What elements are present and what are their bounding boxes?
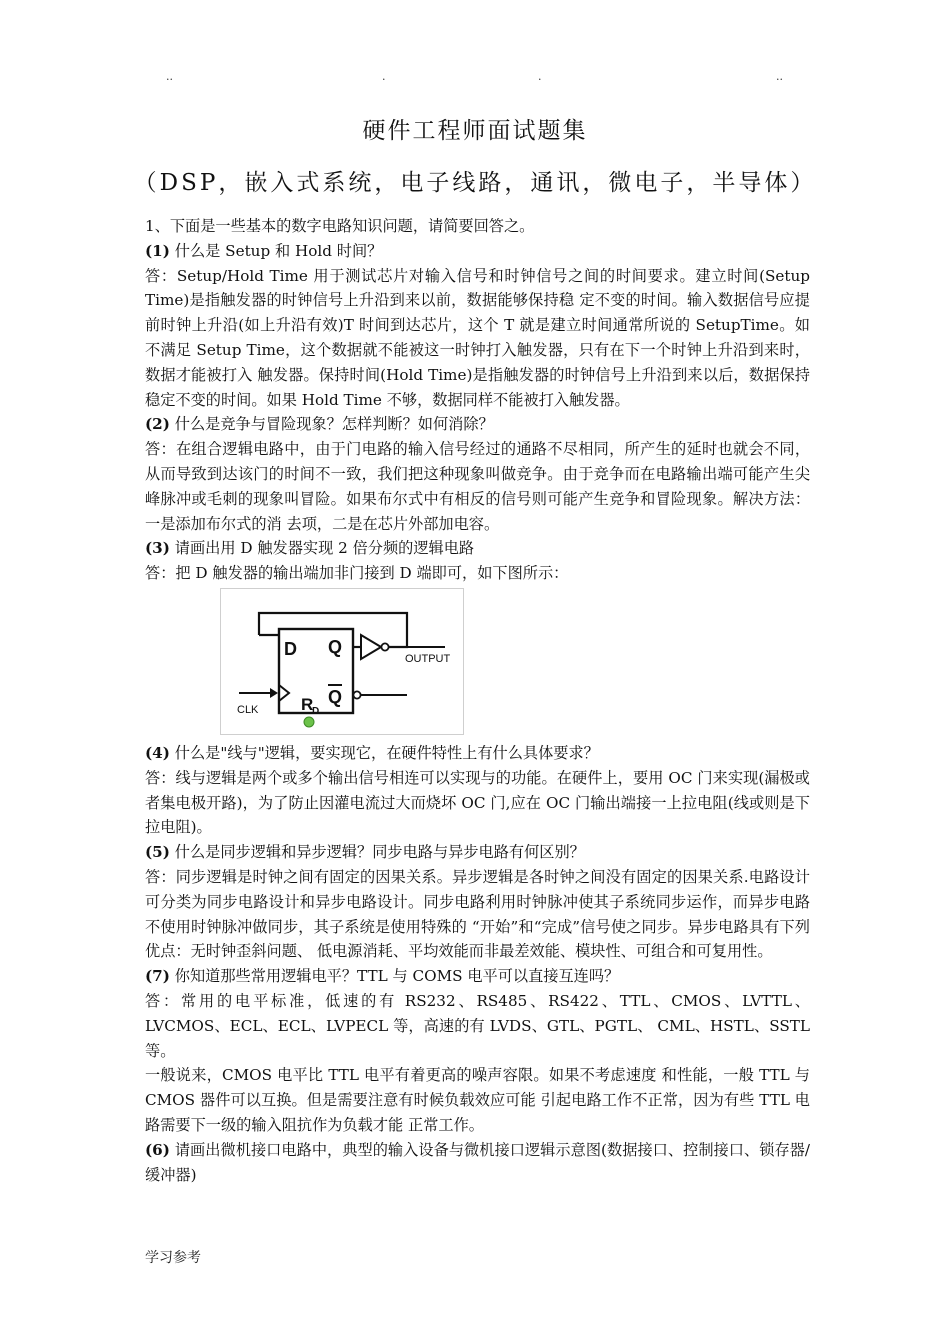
page-footer: 学习参考 xyxy=(145,1250,201,1266)
inverter-triangle-icon xyxy=(361,635,381,659)
question-number: (6) xyxy=(145,1140,170,1159)
reset-pin-subscript: D xyxy=(312,705,320,717)
reset-pin-icon xyxy=(304,717,314,727)
question-text: 请画出微机接口电路中，典型的输入设备与微机接口逻辑示意图(数据接口、控制接口、锁存器/缓冲器) xyxy=(145,1140,811,1184)
question-number: (5) xyxy=(145,843,170,862)
header-dot-3: . xyxy=(538,70,542,83)
question-text: 什么是 Setup 和 Hold 时间？ xyxy=(174,241,383,260)
clk-label: CLK xyxy=(237,703,259,716)
question-text: 什么是同步逻辑和异步逻辑？同步电路与异步电路有何区别？ xyxy=(174,843,585,862)
question-text: 请画出用 D 触发器实现 2 倍分频的逻辑电路 xyxy=(174,539,475,558)
question-number: (7) xyxy=(145,967,170,986)
question-5 xyxy=(145,840,810,865)
reset-pin-label: R xyxy=(301,694,314,714)
question-text: 什么是竞争与冒险现象？怎样判断？如何消除？ xyxy=(174,415,494,434)
document-body xyxy=(145,214,810,1187)
question-2 xyxy=(145,412,810,437)
document-subtitle: （DSP，嵌入式系统，电子线路，通讯，微电子，半导体） xyxy=(133,170,817,196)
d-flipflop-circuit-diagram xyxy=(221,589,463,734)
qbar-bubble-icon xyxy=(353,691,360,698)
d-flipflop-divider-figure xyxy=(220,588,464,735)
answer-5: 答：同步逻辑是时钟之间有固定的因果关系。异步逻辑是各时钟之间没有固定的因果关系.电路设计可分类为同步电路设计和异步电路设计。同步电路利用时钟脉冲使其子系统同步运作，而异步电路不使用时钟脉冲做同步，其子系统是使用特殊的 “开始”和“完成”信号使之同步。异步电路具有下列优点：无时钟歪斜问题、 低电源消耗、平均效能而非最差效能、模块性、可组合和可复用性。 xyxy=(145,867,810,961)
output-label: OUTPUT xyxy=(405,652,451,665)
question-3 xyxy=(145,536,810,561)
answer-2: 答：在组合逻辑电路中，由于门电路的输入信号经过的通路不尽相同，所产生的延时也就会不同，从而导致到达该门的时间不一致，我们把这种现象叫做竞争。由于竞争而在电路输出端可能产生尖峰脉冲或毛刺的现象叫冒险。如果布尔式中有相反的信号则可能产生竞争和冒险现象。解决方法：一是添加布尔式的消 去项，二是在芯片外部加电容。 xyxy=(145,440,810,533)
question-number: (3) xyxy=(145,539,170,558)
answer-3: 答：把 D 触发器的输出端加非门接到 D 端即可，如下图所示： xyxy=(145,564,569,583)
question-text: 你知道那些常用逻辑电平？TTL 与 COMS 电平可以直接互连吗？ xyxy=(174,967,620,986)
answer-4: 答：线与逻辑是两个或多个输出信号相连可以实现与的功能。在硬件上，要用 OC 门来实现(漏极或者集电极开路)，为了防止因灌电流过大而烧坏 OC 门,应在 OC 门输出端接一上拉电阻(线或则是下拉电阻)。 xyxy=(145,768,810,837)
q-pin-label: Q xyxy=(328,636,343,657)
question-1 xyxy=(145,239,810,264)
clk-arrow-icon xyxy=(270,688,278,698)
document-title: 硬件工程师面试题集 xyxy=(362,118,588,144)
answer-7-part-1: 答：常用的电平标准，低速的有 RS232、RS485、RS422、TTL、CMOS、LVTTL、LVCMOS、ECL、ECL、LVPECL 等，高速的有 LVDS、GTL、PGTL、 CML、HSTL、SSTL 等。 xyxy=(145,991,810,1060)
question-7 xyxy=(145,964,810,989)
answer-1: 答：Setup/Hold Time 用于测试芯片对输入信号和时钟信号之间的时间要求。建立时间(Setup Time)是指触发器的时钟信号上升沿到来以前，数据能够保持稳 定不变的时间。输入数据信号应提前时钟上升沿(如上升沿有效)T 时间到达芯片，这个 T 就是建立时间通常所说的 SetupTime。如不满足 Setup Time，这个数据就不能被这一时钟打入触发器，只有在下一个时钟上升沿到来时，数据才能被打入 触发器。保持时间(Hold Time)是指触发器的时钟信号上升沿到来以后，数据保持稳定不变的时间。如果 Hold Time 不够，数据同样不能被打入触发器。 xyxy=(145,266,810,409)
intro-line: 1、下面是一些基本的数字电路知识问题，请简要回答之。 xyxy=(145,217,535,235)
header-dot-4: .. xyxy=(776,70,783,83)
d-pin-label: D xyxy=(284,638,297,659)
question-4 xyxy=(145,741,810,766)
question-number: (1) xyxy=(145,241,170,260)
question-number: (4) xyxy=(145,743,170,762)
question-6 xyxy=(145,1138,810,1188)
question-number: (2) xyxy=(145,415,170,434)
header-dot-2: . xyxy=(382,70,386,83)
header-dot-1: .. xyxy=(166,70,173,83)
question-text: 什么是"线与"逻辑，要实现它，在硬件特性上有什么具体要求？ xyxy=(174,743,599,762)
qbar-pin-label: Q xyxy=(328,686,343,707)
answer-7-part-2: 一般说来，CMOS 电平比 TTL 电平有着更高的噪声容限。如果不考虑速度 和性能，一般 TTL 与 CMOS 器件可以互换。但是需要注意有时候负载效应可能 引起电路工作不正常，因为有些 TTL 电路需要下一级的输入阻抗作为负载才能 正常工作。 xyxy=(145,1066,810,1134)
inverter-bubble-icon xyxy=(381,643,388,650)
